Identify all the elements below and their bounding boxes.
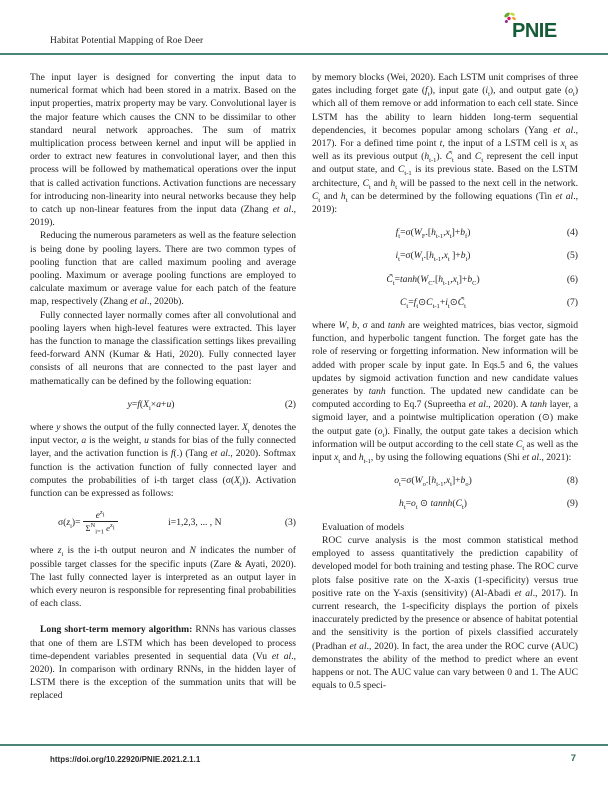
equation-7 [312, 296, 578, 309]
fraction-denominator: $\Sigma^N_{i=1}$ $e^{z_i}$ [83, 521, 118, 534]
equation-3-lhs: $\sigma(z_i)=$ [58, 516, 81, 530]
equation-8 [312, 474, 578, 487]
equation-4-body: $f_t=\sigma(W_F.[h_{t-1},x_t]+b_f)$ [395, 227, 471, 241]
left-column [30, 71, 296, 703]
section-heading-evaluation: Evaluation of models [322, 521, 405, 533]
equation-4-number: (4) [566, 227, 578, 239]
equation-7-number: (7) [566, 296, 578, 308]
paragraph-softmax: where y shows the output of the fully connected layer. $X_i$ denotes the input vector, a is the weight, u stands for bias of the fully connected layer, and the activation function is f(.) (Tang et al., 2020). Softmax function is the activation function of fully connected layer and computes the probabilities of i-th target class $(\sigma(X_i))$. Activation function can be expressed as follows: [30, 422, 296, 500]
right-column [312, 71, 578, 692]
pnie-logo [500, 10, 580, 50]
equation-7-body: $C_t=f_t⊙C_{t-1}+i_t⊙C̃_t$ [400, 296, 466, 310]
paragraph-roc-curve: ROC curve analysis is the most common statistical method employed to assess quantitatively the prediction capability of developed model for both training and testing phase. The ROC curve plots false positive rate on the X-axis (1-specificity) versus true positive rate on the Y-axis (sensitivity) (Al-Abadi et al., 2017). In current research, the 1-specificity displays the portion of pixels inaccurately predicted by the presence or absence of habitat potential and the sensitivity is the portion of pixels classified accurately (Pradhan et al., 2020). In fact, the area under the ROC curve (AUC) demonstrates the ability of the method to predict where an event happens or not. The AUC value can vary between 0 and 1. The AUC equals to 0.5 speci- [312, 534, 579, 692]
page-number: 7 [570, 753, 576, 764]
paragraph-input-layer: The input layer is designed for converting the input data to numerical format which had been stored in a matrix. Based on the input properties, matrix property may be vary. Convolutional layer is the major feature which causes the CNN to be dissimilar to other standard neural network approaches. The sum of matrix multiplication process between kernel and input will be applied in order to extract new features in convolutional layer, and then this process will be followed by mathematical operations over the input that is called activation functions. Activation functions are necessary for introducing non-linearity into neural networks because they help to catch up non-linear features from the input data (Zhang et al., 2019). [30, 72, 296, 229]
equation-3-fraction [83, 509, 118, 537]
equation-4 [312, 226, 578, 239]
equation-6-number: (6) [566, 273, 578, 285]
header-divider [0, 53, 608, 55]
doi-link[interactable]: https://doi.org/10.22920/PNIE.2021.2.1.1 [50, 755, 201, 764]
equation-6 [312, 273, 578, 286]
equation-3-condition: i=1,2,3, ... , N [168, 516, 222, 528]
equation-2-body: $y=f(X_i\times a+u)$ [127, 398, 175, 412]
equation-3-body [58, 509, 118, 537]
equation-3-number: (3) [284, 516, 296, 528]
paragraph-fully-connected: Fully connected layer normally comes after all convolutional and pooling layers when high-level features were extracted. This layer has the function to manage the classification settings likes prevailing feed-forward ANN (Kumar & Hati, 2020). Fully connected layer consists of all neurons that are connected to the past layer and mathematically can be defined by the following equation: [30, 309, 296, 387]
paragraph-output-neuron: where $z_i$ is the i-th output neuron and N indicates the number of possible target classes for the specific inputs (Zare & Ayati, 2020). The last fully connected layer is interpreted as an output layer in which every neuron is responsible for representing final probabilities of each class. [30, 545, 296, 610]
equation-2-number: (2) [284, 398, 296, 410]
equation-6-body: $C̃_t=\tanh(W_C.[h_{t-1},x_t]+b_C)$ [386, 273, 480, 287]
equation-9-body: $h_t=o_t$ ⊙ $tannh(C_t)$ [399, 498, 467, 512]
equation-5-number: (5) [566, 250, 578, 262]
equation-3 [30, 509, 296, 537]
equation-2 [30, 398, 296, 411]
equation-5-body: $i_t=\sigma(W_i.[h_{t-1},x_t$ ]$+b_i$) [395, 250, 471, 264]
running-title: Habitat Potential Mapping of Roe Deer [50, 36, 204, 46]
equation-9-number: (9) [566, 498, 578, 510]
equation-8-body: $o_t=\sigma(W_o.[h_{t-1},x_t]+b_o)$ [394, 475, 472, 489]
equation-9 [312, 497, 578, 510]
paragraph-lstm-intro: Long short-term memory algorithm: RNNs has various classes that one of them are LSTM which has been developed to process time-dependent variables presented in sequential data (Vu et al., 2020). In comparison with ordinary RNNs, in the hidden layer of LSTM there is the exception of the summation units that will be replaced [30, 624, 296, 702]
paragraph-pooling: Reducing the numerous parameters as well as the feature selection is being done by pooling layers. There are two common types of pooling function that are called maximum pooling and average pooling. Maximum or average pooling functions are employed to calculate maximum or average value for each patch of the feature map, respectively (Zhang et al., 2020b). [30, 230, 296, 308]
pnie-logo-text: PNIE [512, 20, 557, 42]
footer-divider [0, 744, 608, 746]
equation-5 [312, 249, 578, 262]
paragraph-gate-explanation: where W, b, σ and tanh are weighted matrices, bias vector, sigmoid function, and hyperbolic tangent function. The forget gate has the role of reserving or forgetting information. New information will be added with proper scale by input gate. In Eqs.5 and 6, the values updates by sigmoid activation function and new candidate values generates by tanh function. The updated new candidate can be computed according to Eq.7 (Supreetha et al., 2020). A tanh layer, a sigmoid layer, and a pointwise multiplication operation (⊙) make the output gate $(o_t)$. Finally, the output gate takes a decision which information will be output according to the cell state $C_t$ as well as the input $x_t$ and $h_{t-1}$, by using the following equations (Shi et al., 2021): [312, 320, 578, 465]
equation-8-number: (8) [566, 475, 578, 487]
paragraph-lstm-gates: by memory blocks (Wei, 2020). Each LSTM unit comprises of three gates including forget gate $(f_t)$, input gate $(i_t)$, and output gate $(o_t)$ which all of them remove or add information to each cell state. Since LSTM has the ability to learn hidden long-term sequential dependencies, it becomes popular among scholars (Yang et al., 2017). For a defined time point t, the input of a LSTM cell is $x_t$ as well as its previous output $(h_{t-1})$. $C̃_t$ and $C_t$ represent the cell input and output state, and $C_{t-1}$ is its previous state. Based on the LSTM architecture, $C_t$ and $h_t$ will be passed to the next cell in the network. $C_t$ and $h_t$ can be determined by the following equations (Tin et al., 2019): [312, 72, 579, 216]
fraction-numerator: $e^{z_i}$ [95, 509, 105, 522]
